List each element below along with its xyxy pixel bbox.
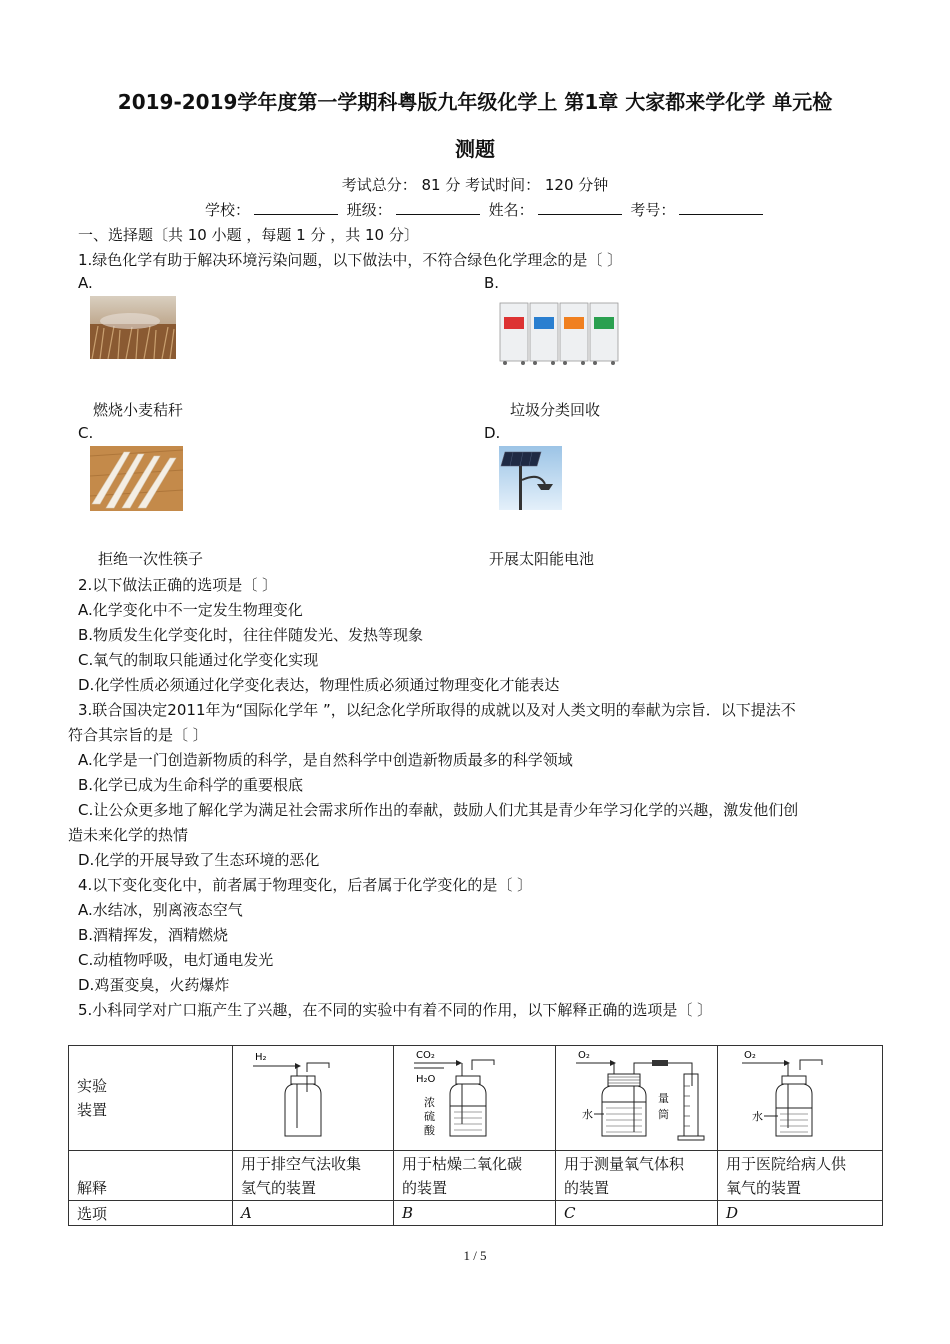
apparatus-b	[394, 1046, 556, 1151]
q3-stem-line-1: 3.联合国决定2011年为“国际化学年 ”，以纪念化学所取得的成就以及对人类文明的奉献为宗旨．以下提法不	[78, 701, 796, 719]
apparatus-b-label-1: 浓	[424, 1096, 435, 1109]
apparatus-d	[718, 1046, 883, 1151]
option-a: A	[233, 1201, 394, 1226]
apparatus-c-label-3: 水	[582, 1108, 593, 1121]
q4-option-a: A.水结冰，别离液态空气	[78, 901, 243, 919]
apparatus-b-gas: CO₂	[416, 1050, 435, 1061]
q1-option-c-caption: 拒绝一次性筷子	[98, 550, 204, 568]
explanation-a-line-2: 氢气的装置	[241, 1178, 317, 1197]
q4-option-c: C.动植物呼吸，电灯通电发光	[78, 951, 274, 969]
q4-stem: 4.以下变化变化中，前者属于物理变化，后者属于化学变化的是〔 〕	[78, 876, 533, 894]
explanation-c-line-2: 的装置	[564, 1178, 610, 1197]
apparatus-header-line-1: 实验	[77, 1077, 108, 1095]
apparatus-a-gas: H₂	[255, 1052, 267, 1063]
q3-stem-line-2: 符合其宗旨的是〔 〕	[68, 726, 208, 744]
q3-option-c: C.让公众更多地了解化学为满足社会需求所作出的奉献，鼓励人们尤其是青少年学习化学的兴趣，激发他们创	[78, 801, 799, 819]
explanation-a-line-1: 用于排空气法收集	[241, 1154, 362, 1173]
option-header: 选项	[69, 1201, 233, 1226]
q3-option-b: B.化学已成为生命科学的重要根底	[78, 776, 304, 794]
apparatus-c-label-2: 筒	[658, 1108, 669, 1121]
option-row	[69, 1201, 883, 1226]
title-line-1: 2019-2019学年度第一学期科粤版九年级化学上 第1章 大家都来学化学 单元检	[117, 90, 833, 114]
q1-stem: 1.绿色化学有助于解决环境污染问题，以下做法中，不符合绿色化学理念的是〔 〕	[78, 251, 623, 269]
option-d: D	[718, 1201, 883, 1226]
apparatus-a	[233, 1046, 394, 1151]
apparatus-b-label-2: 硫	[424, 1110, 435, 1123]
apparatus-d-gas: O₂	[744, 1050, 756, 1061]
q1-option-a-caption: 燃烧小麦秸秆	[93, 401, 184, 419]
student-fields	[205, 199, 767, 220]
page-number: 1 / 5	[463, 1248, 487, 1263]
section-heading: 一、选择题〔共 10 小题 ，每题 1 分 ，共 10 分〕	[78, 226, 419, 244]
q1-option-a-letter: A.	[78, 274, 93, 292]
q1-option-d-letter: D.	[484, 424, 501, 442]
solar-lamp-image	[499, 446, 562, 510]
q2-option-b: B.物质发生化学变化时，往往伴随发光、发热等现象	[78, 626, 424, 644]
apparatus-b-label-3: 酸	[424, 1124, 435, 1137]
apparatus-c-label-1: 量	[658, 1092, 669, 1105]
explanation-c-line-1: 用于测量氧气体积	[564, 1154, 685, 1173]
q1-option-c-letter: C.	[78, 424, 94, 442]
apparatus-d-label-1: 水	[752, 1110, 763, 1123]
class-blank[interactable]	[396, 200, 480, 215]
chopsticks-image	[90, 446, 183, 511]
school-label: 学校：	[205, 201, 251, 219]
explanation-a	[233, 1151, 394, 1201]
explanation-d	[718, 1151, 883, 1201]
name-label: 姓名：	[488, 201, 534, 219]
number-label: 考号：	[630, 201, 676, 219]
q3-option-a: A.化学是一门创造新物质的科学，是自然科学中创造新物质最多的科学领域	[78, 751, 573, 769]
explanation-c	[556, 1151, 718, 1201]
explanation-d-line-2: 氧气的装置	[726, 1178, 802, 1197]
exam-info: 考试总分： 81 分 考试时间： 120 分钟	[341, 176, 609, 194]
explanation-b-line-1: 用于枯燥二氧化碳	[402, 1154, 523, 1173]
q2-option-a: A.化学变化中不一定发生物理变化	[78, 601, 303, 619]
q5-apparatus-table	[68, 1045, 883, 1226]
apparatus-header-line-2: 装置	[77, 1101, 108, 1119]
apparatus-row	[69, 1046, 883, 1151]
apparatus-c-gas: O₂	[578, 1050, 590, 1061]
option-b: B	[394, 1201, 556, 1226]
q2-option-c: C.氧气的制取只能通过化学变化实现	[78, 651, 319, 669]
q4-option-b: B.酒精挥发，酒精燃烧	[78, 926, 229, 944]
school-blank[interactable]	[254, 200, 338, 215]
apparatus-c	[556, 1046, 718, 1151]
name-blank[interactable]	[538, 200, 622, 215]
q3-option-d: D.化学的开展导致了生态环境的恶化	[78, 851, 320, 869]
apparatus-header	[69, 1046, 233, 1151]
number-blank[interactable]	[679, 200, 763, 215]
q2-stem: 2.以下做法正确的选项是〔 〕	[78, 576, 278, 594]
explanation-b-line-2: 的装置	[402, 1178, 448, 1197]
explanation-header: 解释	[69, 1151, 233, 1201]
title-line-2: 测题	[455, 137, 495, 161]
apparatus-b-gas-2: H₂O	[416, 1074, 436, 1085]
explanation-row	[69, 1151, 883, 1201]
q1-option-b-caption: 垃圾分类回收	[510, 401, 601, 419]
q2-option-d: D.化学性质必须通过化学变化表达，物理性质必须通过物理变化才能表达	[78, 676, 560, 694]
q4-option-d: D.鸡蛋变臭，火药爆炸	[78, 976, 230, 994]
recycling-bins-image	[497, 297, 621, 367]
q5-stem: 5.小科同学对广口瓶产生了兴趣，在不同的实验中有着不同的作用，以下解释正确的选项是〔 〕	[78, 1001, 713, 1019]
option-c: C	[556, 1201, 718, 1226]
explanation-b	[394, 1151, 556, 1201]
q1-option-d-caption: 开展太阳能电池	[489, 550, 595, 568]
q1-option-b-letter: B.	[484, 274, 500, 292]
explanation-d-line-1: 用于医院给病人供	[726, 1154, 847, 1173]
q3-option-c-cont: 造未来化学的热情	[68, 826, 189, 844]
class-label: 班级：	[346, 201, 392, 219]
straw-burning-image	[90, 296, 176, 359]
